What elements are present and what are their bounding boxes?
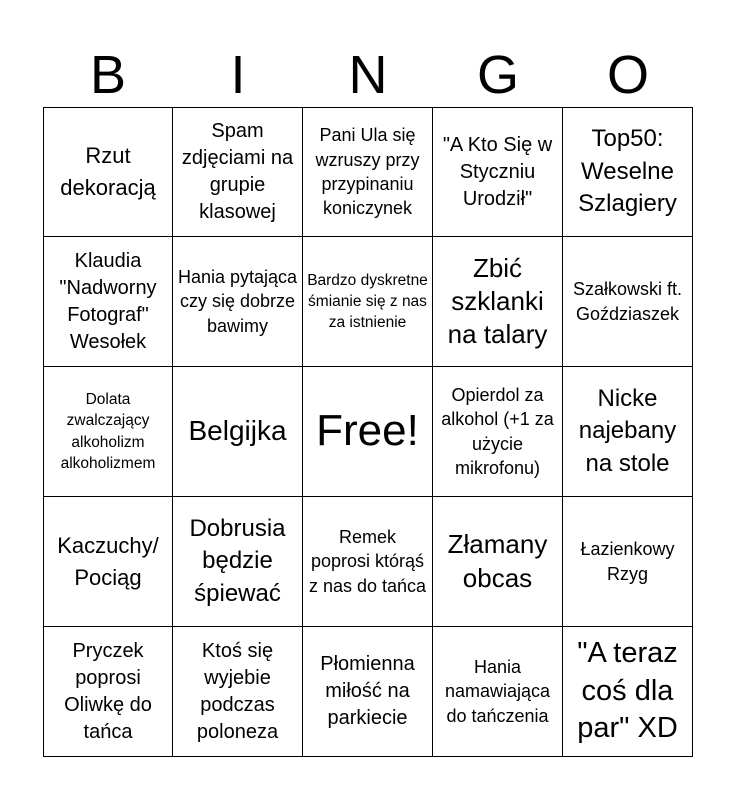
title-letter-b: B: [89, 45, 127, 105]
cell-text: Belgijka: [188, 415, 287, 447]
bingo-cell[interactable]: [303, 627, 433, 757]
cell-text: Top50: Weselne Szlagiery: [578, 125, 677, 218]
cell-text: Spam zdjęciami na grupie klasowej: [181, 120, 294, 223]
bingo-cell[interactable]: [433, 497, 563, 627]
cell-text: Złamany obcas: [447, 529, 548, 593]
bingo-cell[interactable]: [563, 497, 693, 627]
title-letter-n: N: [348, 45, 388, 105]
title-letter-o: O: [606, 45, 649, 105]
bingo-cell[interactable]: [173, 237, 303, 367]
cell-text: Pryczek poprosi Oliwkę do tańca: [64, 639, 152, 743]
bingo-cell[interactable]: [43, 237, 173, 367]
cell-text: Klaudia "Nadworny Fotograf" Wesołek: [59, 249, 157, 353]
cell-text: Nicke najebany na stole: [578, 384, 677, 477]
bingo-cell[interactable]: [433, 627, 563, 757]
cell-text: Pani Ula się wzruszy przy przypinaniu koniczynek: [315, 125, 420, 219]
bingo-title: [43, 44, 693, 106]
cell-text: Ktoś się wyjebie podczas poloneza: [196, 639, 279, 743]
cell-text: Łazienkowy Rzyg: [580, 539, 675, 584]
bingo-cell[interactable]: [433, 367, 563, 497]
bingo-cell[interactable]: [173, 497, 303, 627]
bingo-cell[interactable]: [433, 107, 563, 237]
bingo-cell-free[interactable]: [303, 367, 433, 497]
cell-text: Bardzo dyskretne śmianie się z nas za istnienie: [307, 271, 428, 332]
bingo-cell[interactable]: [173, 367, 303, 497]
bingo-cell[interactable]: [563, 627, 693, 757]
cell-text: Kaczuchy/ Pociąg: [57, 532, 159, 590]
bingo-cell[interactable]: [173, 107, 303, 237]
bingo-cell[interactable]: [173, 627, 303, 757]
cell-text: Rzut dekoracją: [60, 143, 156, 200]
bingo-cell[interactable]: [43, 497, 173, 627]
bingo-cell[interactable]: [43, 107, 173, 237]
cell-text: Hania namawiająca do tańczenia: [444, 657, 551, 726]
bingo-cell[interactable]: [563, 367, 693, 497]
bingo-cell[interactable]: [303, 237, 433, 367]
bingo-cell[interactable]: [43, 367, 173, 497]
bingo-cell[interactable]: [43, 627, 173, 757]
bingo-cell[interactable]: [563, 107, 693, 237]
bingo-board: [43, 107, 693, 757]
bingo-cell[interactable]: [563, 237, 693, 367]
bingo-cell[interactable]: [303, 107, 433, 237]
cell-text: Płomienna miłość na parkiecie: [320, 653, 415, 729]
cell-text: Remek poprosi którąś z nas do tańca: [308, 527, 427, 596]
cell-text: "A teraz coś dla par" XD: [577, 636, 678, 745]
cell-text: "A Kto Się w Styczniu Urodził": [442, 133, 553, 210]
bingo-cell[interactable]: [433, 237, 563, 367]
cell-text: Dobrusia będzie śpiewać: [189, 514, 286, 607]
cell-text: Free!: [316, 406, 419, 456]
cell-text: Zbić szklanki na talary: [447, 252, 548, 350]
cell-text: Opierdol za alkohol (+1 za użycie mikrofonu): [441, 384, 554, 478]
title-letter-g: G: [476, 45, 519, 105]
cell-text: Hania pytająca czy się dobrze bawimy: [177, 267, 298, 336]
bingo-cell[interactable]: [303, 497, 433, 627]
cell-text: Dolata zwalczający alkoholizm alkoholizmem: [60, 391, 156, 472]
cell-text: Szałkowski ft. Goździaszek: [572, 279, 683, 324]
title-letter-i: I: [230, 45, 246, 105]
